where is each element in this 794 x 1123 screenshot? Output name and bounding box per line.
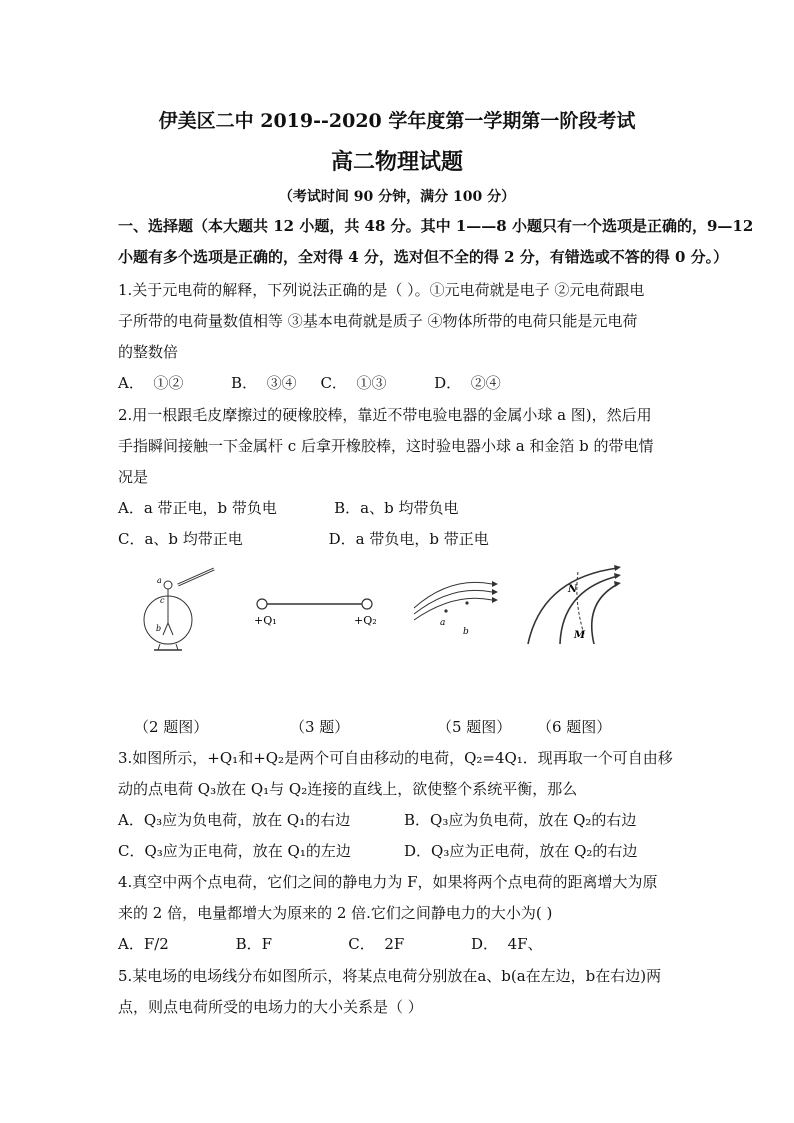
- fig2-label-q1: +Q₁: [254, 614, 277, 627]
- q2-line3: 况是: [118, 468, 149, 486]
- q1-options: A． ①② B． ③④ C． ①③ D． ②④: [118, 374, 501, 392]
- q4-options: A．F/2 B．F C． 2F D． 4F、: [118, 935, 543, 953]
- q2-line1: 2.用一根跟毛皮摩擦过的硬橡胶棒，靠近不带电验电器的金属小球 a 图)，然后用: [118, 406, 652, 424]
- q2-options-ab: A．a 带正电，b 带负电 B．a、b 均带负电: [118, 499, 459, 517]
- q3-option-d: D．Q₃应为正电荷，放在 Q₂的右边: [404, 842, 638, 860]
- q2-line2: 手指瞬间接触一下金属杆 c 后拿开橡胶棒，这时验电器小球 a 和金箔 b 的带电情: [118, 437, 654, 455]
- fig1-label-a: a: [157, 576, 162, 585]
- figure-caption-q2: （2 题图）: [134, 718, 209, 736]
- two-charges-figure: [250, 592, 390, 632]
- q3-option-b: B．Q₃应为负电荷，放在 Q₂的右边: [404, 811, 637, 829]
- q1-line2: 子所带的电荷量数值相等 ③基本电荷就是质子 ④物体所带的电荷只能是元电荷: [118, 312, 638, 330]
- field-lines-figure-q5: [410, 570, 500, 640]
- fig3-label-a: a: [440, 618, 446, 628]
- exam-title: 伊美区二中 2019--2020 学年度第一学期第一阶段考试: [158, 110, 636, 132]
- exam-subtitle: 高二物理试题: [330, 149, 463, 175]
- q4-line1: 4.真空中两个点电荷，它们之间的静电力为 F，如果将两个点电荷的距离增大为原: [118, 873, 658, 891]
- figure-caption-q3: （3 题）: [290, 718, 350, 736]
- section-instructions-line2: 小题有多个选项是正确的，全对得 4 分，选对但不全的得 2 分，有错选或不答的得 0 分。）: [118, 248, 729, 266]
- q5-line1: 5.某电场的电场线分布如图所示，将某点电荷分别放在a、b(a在左边，b在右边)两: [118, 967, 662, 985]
- q3-line2: 动的点电荷 Q₃放在 Q₁与 Q₂连接的直线上，欲使整个系统平衡，那么: [118, 780, 578, 798]
- q3-option-a: A．Q₃应为负电荷，放在 Q₁的右边: [118, 811, 351, 829]
- figure-caption-q6: （6 题图）: [537, 718, 612, 736]
- fig3-label-b: b: [463, 627, 469, 637]
- q4-line2: 来的 2 倍，电量都增大为原来的 2 倍.它们之间静电力的大小为( ): [118, 904, 553, 922]
- q2-options-cd: C．a、b 均带正电 D．a 带负电，b 带正电: [118, 530, 489, 548]
- q1-line3: 的整数倍: [118, 343, 179, 361]
- fig1-label-c: c: [160, 596, 165, 605]
- fig4-label-n: N: [568, 584, 578, 595]
- section-instructions-line1: 一、选择题（本大题共 12 小题，共 48 分。其中 1——8 小题只有一个选项是正确的，9—12: [118, 217, 754, 235]
- fig4-label-m: M: [574, 630, 586, 641]
- q3-option-c: C．Q₃应为正电荷，放在 Q₁的左边: [118, 842, 351, 860]
- field-lines-figure-q6: [522, 562, 622, 652]
- electroscope-figure: [130, 565, 220, 655]
- q5-line2: 点，则点电荷所受的电场力的大小关系是（ ）: [118, 998, 423, 1016]
- q3-line1: 3.如图所示，+Q₁和+Q₂是两个可自由移动的电荷，Q₂=4Q₁．现再取一个可自由移: [118, 749, 673, 767]
- figure-caption-q5: （5 题图）: [437, 718, 512, 736]
- exam-info: （考试时间 90 分钟，满分 100 分）: [278, 189, 516, 205]
- fig1-label-b: b: [156, 624, 162, 633]
- q1-line1: 1.关于元电荷的解释，下列说法正确的是（ ）。①元电荷就是电子 ②元电荷跟电: [118, 281, 645, 299]
- fig2-label-q2: +Q₂: [354, 614, 377, 627]
